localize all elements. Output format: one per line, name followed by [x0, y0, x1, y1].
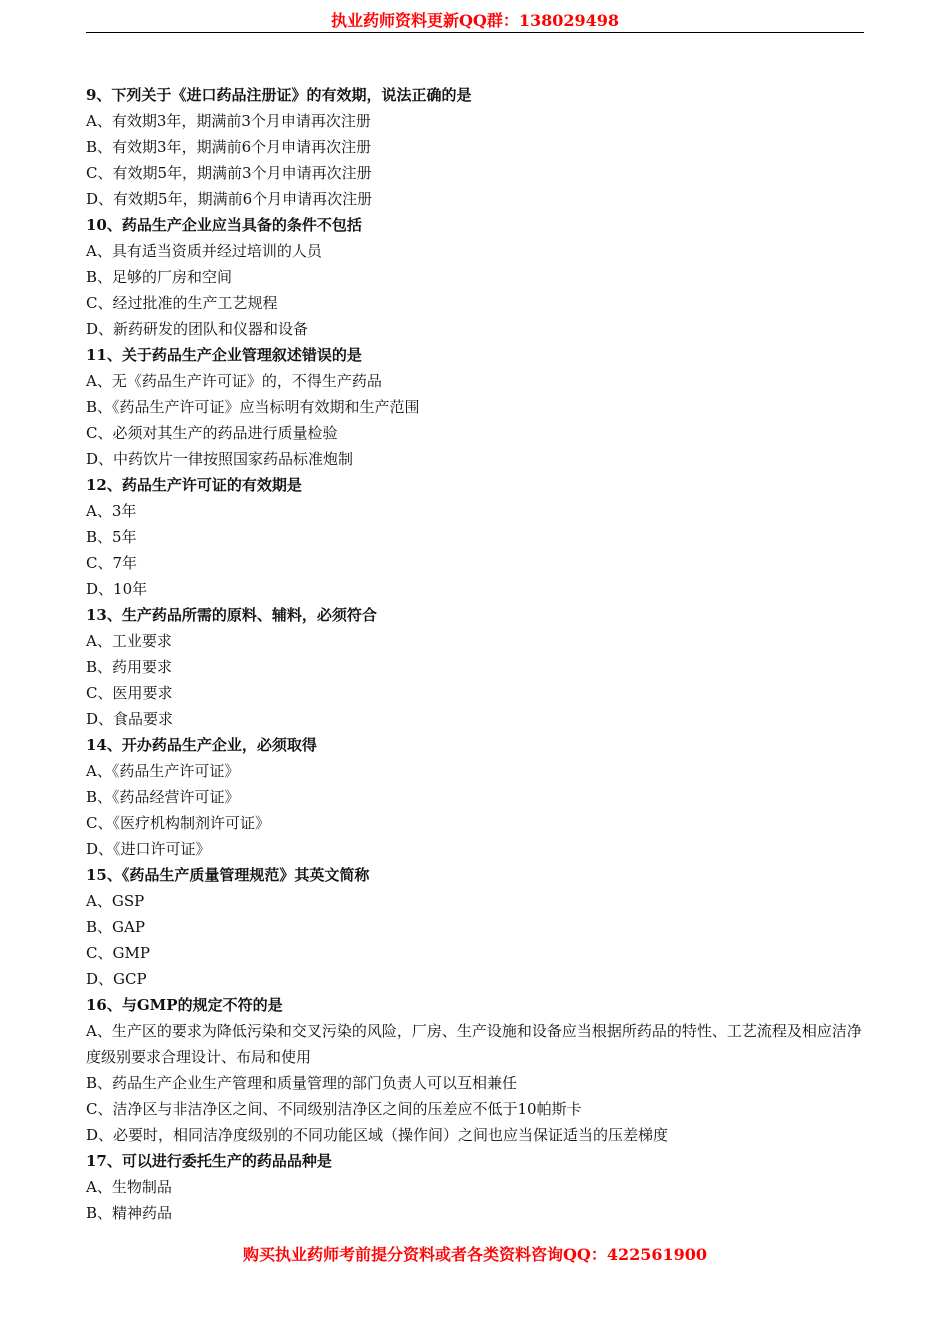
question-9 [86, 82, 866, 212]
question-title: 9、下列关于《进口药品注册证》的有效期，说法正确的是 [86, 86, 472, 104]
option-a: A、工业要求 [86, 632, 172, 650]
option-b: B、药品生产企业生产管理和质量管理的部门负责人可以互相兼任 [86, 1074, 518, 1092]
option-c: C、必须对其生产的药品进行质量检验 [86, 424, 338, 442]
option-d: D、10年 [86, 580, 148, 598]
option-a: A、具有适当资质并经过培训的人员 [86, 242, 322, 260]
question-16 [86, 992, 866, 1148]
option-d: D、食品要求 [86, 710, 174, 728]
option-d: D、新药研发的团队和仪器和设备 [86, 320, 309, 338]
option-b: B、GAP [86, 918, 145, 936]
question-title: 10、药品生产企业应当具备的条件不包括 [86, 216, 362, 234]
option-b: B、精神药品 [86, 1204, 173, 1222]
question-title: 13、生产药品所需的原料、辅料，必须符合 [86, 606, 377, 624]
question-12 [86, 472, 866, 602]
option-b: B、药用要求 [86, 658, 173, 676]
option-c: C、《医疗机构制剂许可证》 [86, 814, 270, 832]
question-title: 15、《药品生产质量管理规范》其英文简称 [86, 866, 370, 884]
question-14 [86, 732, 866, 862]
option-a: A、无《药品生产许可证》的，不得生产药品 [86, 372, 382, 390]
option-d: D、《进口许可证》 [86, 840, 211, 858]
question-10 [86, 212, 866, 342]
question-title: 14、开办药品生产企业，必须取得 [86, 736, 317, 754]
option-b: B、5年 [86, 528, 137, 546]
option-b: B、《药品经营许可证》 [86, 788, 240, 806]
option-c: C、洁净区与非洁净区之间、不同级别洁净区之间的压差应不低于10帕斯卡 [86, 1100, 582, 1118]
option-d: D、必要时，相同洁净度级别的不同功能区域（操作间）之间也应当保证适当的压差梯度 [86, 1126, 669, 1144]
option-b: B、《药品生产许可证》应当标明有效期和生产范围 [86, 398, 420, 416]
header-divider [86, 32, 864, 33]
question-title: 16、与GMP的规定不符的是 [86, 996, 283, 1014]
question-title: 17、可以进行委托生产的药品品种是 [86, 1152, 332, 1170]
option-a: A、《药品生产许可证》 [86, 762, 240, 780]
question-title: 11、关于药品生产企业管理叙述错误的是 [86, 346, 362, 364]
question-list [86, 82, 866, 1226]
question-13 [86, 602, 866, 732]
option-b: B、足够的厂房和空间 [86, 268, 233, 286]
page-footer: 购买执业药师考前提分资料或者各类资料咨询QQ：422561900 [242, 1245, 708, 1264]
option-c: C、GMP [86, 944, 150, 962]
option-b: B、有效期3年，期满前6个月申请再次注册 [86, 138, 372, 156]
option-a: A、GSP [86, 892, 145, 910]
option-c: C、医用要求 [86, 684, 173, 702]
option-a: A、生产区的要求为降低污染和交叉污染的风险，厂房、生产设施和设备应当根据所药品的特性、工艺流程及相应洁净度级别要求合理设计、布局和使用 [86, 1022, 862, 1066]
question-17 [86, 1148, 866, 1226]
option-a: A、3年 [86, 502, 137, 520]
option-c: C、7年 [86, 554, 138, 572]
option-d: D、有效期5年，期满前6个月申请再次注册 [86, 190, 373, 208]
option-c: C、经过批准的生产工艺规程 [86, 294, 278, 312]
option-a: A、有效期3年，期满前3个月申请再次注册 [86, 112, 371, 130]
option-d: D、GCP [86, 970, 147, 988]
option-a: A、生物制品 [86, 1178, 172, 1196]
question-15 [86, 862, 866, 992]
option-c: C、有效期5年，期满前3个月申请再次注册 [86, 164, 372, 182]
question-11 [86, 342, 866, 472]
option-d: D、中药饮片一律按照国家药品标准炮制 [86, 450, 354, 468]
page-header: 执业药师资料更新QQ群：138029498 [330, 11, 620, 30]
question-title: 12、药品生产许可证的有效期是 [86, 476, 302, 494]
